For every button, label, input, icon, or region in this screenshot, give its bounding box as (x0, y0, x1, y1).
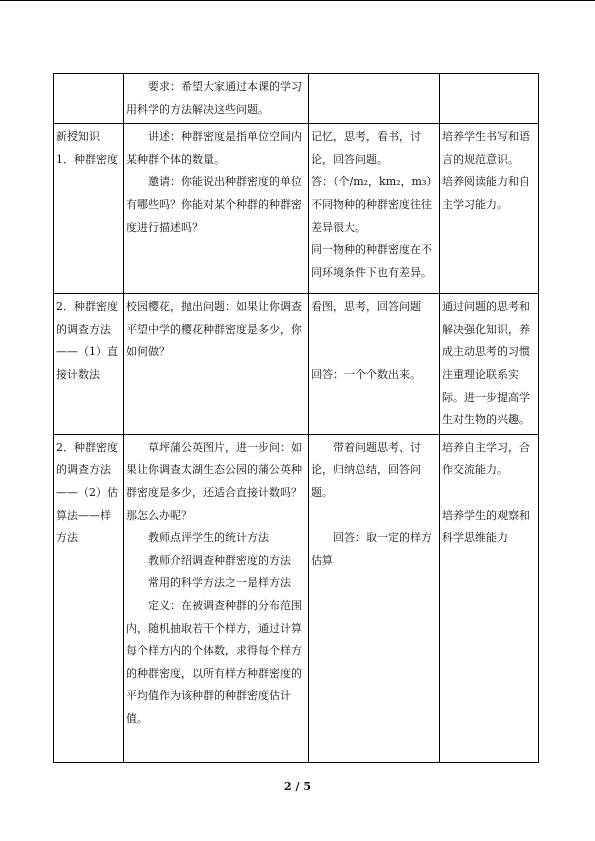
table-cell (124, 74, 309, 124)
cell-text: 常用的科学方法之一是样方法 (148, 576, 291, 590)
cell-text: 带着问题思考、讨论，归纳总结，回答问题。 (311, 440, 421, 499)
table-cell (309, 74, 440, 124)
cell-text: 回答：取一定的样方估算 (311, 531, 432, 567)
cell-text: 回答：一个个数出来。 (311, 367, 421, 381)
cell-text: 培养阅读能力和自主学习能力。 (442, 175, 530, 211)
table-cell (440, 74, 539, 124)
table-cell (54, 124, 124, 294)
cell-text: 定义：在被调查种群的分布范围内，随机抽取若干个样方，通过计算每个样方内的个体数，求得每个样方的种群密度，以所有样方种群密度的平均值作为该种群的种群密度估计值。 (126, 598, 302, 725)
cell-text: 答：（个/m₂，km₂，m₃） (311, 175, 438, 189)
cell-text: 记忆，思考，看书，讨论，回答问题。 (311, 130, 421, 166)
cell-text: 教师点评学生的统计方法 (148, 531, 269, 545)
cell-text: 邀请：你能说出种群密度的单位有哪些吗？你能对某个种群的种群密度进行描述吗？ (126, 175, 302, 234)
cell-text: 要求：希望大家通过本课的学习用科学的方法解决这些问题。 (126, 80, 302, 116)
cell-text: 讲述：种群密度是指单位空间内某种群个体的数量。 (126, 130, 302, 166)
table-cell (309, 124, 440, 294)
table-cell (124, 124, 309, 294)
cell-text: 2．种群密度的调查方法——（2）估算法——样方法 (56, 440, 118, 545)
cell-text: 培养学生的观察和科学思维能力 (442, 508, 530, 545)
table-row (54, 74, 539, 124)
cell-text: 草坪蒲公英图片，进一步问：如果让你调查太湖生态公园的蒲公英种群密度是多少，还适合直接计数吗？那怎么办呢？ (126, 440, 302, 522)
cell-text: 2．种群密度的调查方法——（1）直接计数法 (56, 300, 118, 381)
table-cell (440, 434, 539, 762)
page-number: 2 / 5 (284, 780, 311, 793)
table-cell (309, 294, 440, 435)
table-row (54, 294, 539, 435)
table-cell (124, 294, 309, 435)
table-cell (54, 434, 124, 762)
cell-text: 培养学生书写和语言的规范意识。 (442, 130, 530, 166)
cell-text: 看图，思考，回答问题 (311, 300, 421, 314)
table-row (54, 434, 539, 762)
header-rule (0, 0, 595, 1)
table-cell (440, 294, 539, 435)
table-cell (309, 434, 440, 762)
table-cell (124, 434, 309, 762)
lesson-plan-table (53, 73, 539, 763)
cell-text: 新授知识 (56, 130, 100, 144)
cell-text: 培养自主学习，合作交流能力。 (442, 440, 530, 477)
table-cell (440, 124, 539, 294)
cell-text: 通过问题的思考和解决强化知识，养成主动思考的习惯注重理论联系实际。进一步提高学生对生物的兴趣。 (442, 300, 530, 427)
cell-text: 不同物种的种群密度往往差异很大。 (311, 197, 432, 234)
cell-text: 同一物种的种群密度在不同环境条件下也有差异。 (311, 243, 432, 279)
cell-text: 教师介绍调查种群密度的方法 (148, 553, 291, 567)
table-row (54, 124, 539, 294)
table-cell (54, 294, 124, 435)
table-cell (54, 74, 124, 124)
cell-text: 校园樱花，抛出问题：如果让你调查平望中学的樱花种群密度是多少，你如何做？ (126, 300, 302, 359)
cell-text: 1．种群密度 (56, 152, 118, 166)
